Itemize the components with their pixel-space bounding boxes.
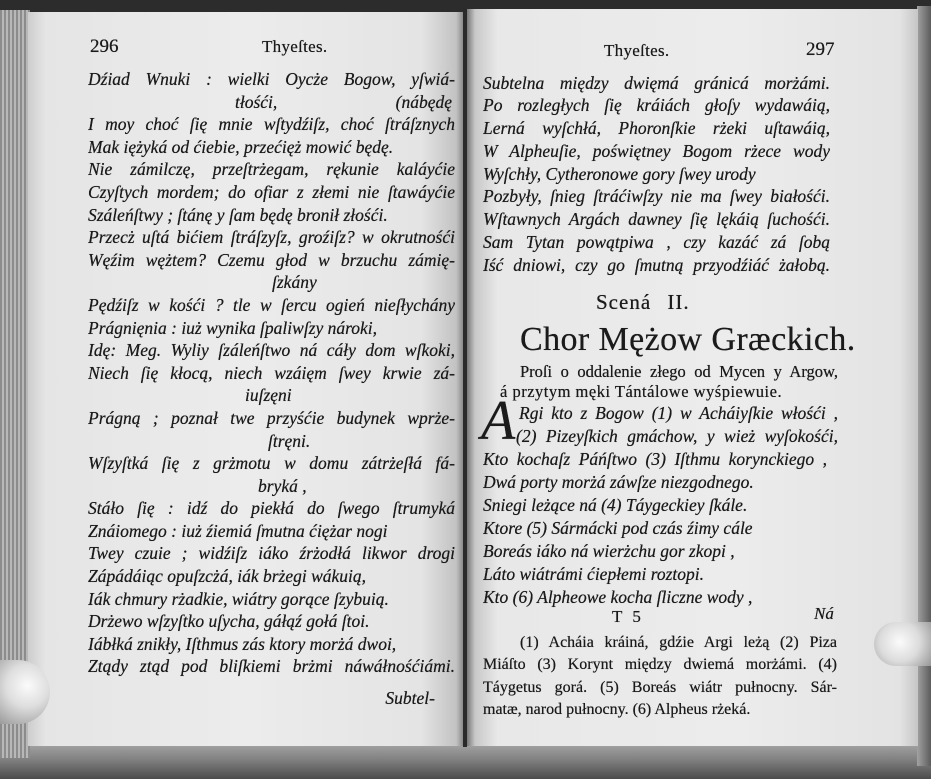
verse-line: Ztądy ztąd pod bliſkiemi brżmi náwáłnośćiámi. — [88, 656, 455, 677]
right-verse-block — [483, 72, 830, 277]
footnote-line: (1) Acháia kráiná, gdźie Argi leżą (2) Piza — [520, 634, 837, 651]
verse-line-continuation: ſtręni. — [268, 430, 311, 451]
verse-line: Czyſtych mordem; do ofiar z złemi nie ſtawáyćie — [88, 181, 455, 202]
chorus-title: Chor Mężow Græckich. — [520, 321, 856, 358]
verse-line-continuation: iuſzęni — [245, 385, 292, 406]
verse-line: Wſtawnych Argách dawney ſię lękáią ſuchośći. — [483, 209, 830, 230]
signature-mark: T 5 — [612, 607, 641, 626]
verse-line: Boreás iáko ná wierżchu gor zkopi , — [483, 540, 735, 561]
page-number-left: 296 — [90, 36, 119, 57]
verse-line: Nie zámilczę, przeſtrżegam, rękunie kaláyćie — [88, 159, 455, 180]
verse-line: Wſzyſtká ſię z grżmotu w domu zátrżeſłá fá- — [88, 453, 455, 474]
footnote-line: Táygetus gorá. (5) Boreás wiátr pułnocny. Sár- — [483, 678, 837, 696]
verse-line: Pędźiſz w kośći ? tle w ſercu ogień nieſłychány — [88, 294, 455, 315]
verse-line: Stáło ſię : idź do piekłá do ſwego ſtrumyká — [88, 498, 455, 519]
verse-line: Po rozległych ſię kráiách głoſy wydawáią, — [483, 95, 830, 116]
verse-line: W Alpheuſie, poświętney Bogom rżece wody — [483, 140, 830, 161]
verse-line — [88, 91, 455, 114]
verse-line: Sniegi leżące ná (4) Táygeckiey ſkále. — [483, 494, 748, 515]
verse-line: Niech ſię kłocą, niech wzáięm ſwey krwie zá- — [88, 362, 455, 383]
verse-fragment: tłośći, — [235, 91, 278, 112]
verse-line: Twey czuie ; widźiſz iáko źrżodłá likwor drogi — [88, 543, 455, 564]
verse-line: Dźiad Wnuki : wielki Oycże Bogow, yſwiá- — [88, 69, 455, 89]
catchword-left: Subtel- — [385, 688, 435, 709]
verse-fragment: (nábędę — [395, 91, 452, 112]
verse-line: Száleńſtwy ; ſtánę y ſam będę bronił złośći. — [88, 204, 388, 225]
book-gutter — [463, 9, 467, 747]
verse-line: Wyſchły, Cytheronowe gory ſwey urody — [483, 163, 756, 184]
verse-line: Idę: Meg. Wyliy ſzáleńſtwo ná cáły dom wſkoki, — [88, 340, 455, 361]
scene-argument — [500, 362, 838, 402]
verse-line: Mak iężyká od ćiebie, przećięż mowić będę. — [88, 136, 394, 157]
running-title-left: Thyeſtes. — [262, 37, 328, 56]
verse-line-continuation: bryká , — [258, 475, 307, 496]
verse-line: Subtelna między dwięmá gránicá morżámi. — [483, 72, 830, 93]
argument-line: Proſi o oddalenie złego od Mycen y Argow, — [520, 362, 838, 381]
book-page-stack-left — [0, 10, 30, 758]
verse-line: Kto (6) Alpheowe kocha ſliczne wody , — [483, 586, 753, 607]
verse-line: Láto wiátrámi ćiepłemi roztopi. — [483, 563, 705, 584]
verse-line: Dwá porty morżá záwſze niezgodnego. — [483, 471, 754, 492]
verse-line: Prágnięnia : iuż wynika ſpaliwſzy nároki, — [88, 317, 378, 338]
book-bottom-edge — [0, 744, 931, 779]
verse-line: I moy choć ſię mnie wſtydźiſz, choć ſtráſznych — [88, 114, 455, 135]
page-number-right: 297 — [806, 39, 835, 60]
verse-line: Rgi kto z Bogow (1) w Acháiyſkie włośći , — [519, 402, 838, 423]
footnote-line: matæ, narod pułnocny. (6) Alpheus rżeká. — [483, 700, 751, 718]
book-clip-right — [874, 622, 931, 666]
verse-line: Przecż uſtá bićiem ſtráſzyſz, groźiſz? w okrutnośći — [88, 227, 455, 248]
verse-line: Iść dniowi, czy go ſmutną przyodźiáć żałobą. — [483, 254, 830, 275]
chorus-stanza — [483, 402, 838, 609]
verse-line: Kto kochaſz Páńſtwo (3) Iſthmu korynckiego , — [483, 448, 827, 469]
verse-line: Pozbyły, ſnieg ſtráćiwſzy nie ma ſwey białośći. — [483, 186, 830, 207]
argument-line: á przytym męki Tántálowe wyśpiewuie. — [500, 382, 783, 401]
catchword-right: Ná — [814, 604, 834, 623]
left-text-block — [88, 68, 455, 710]
verse-line: Ktore (5) Sármácki pod czás źimy cále — [483, 517, 753, 538]
verse-line: Sam Tytan powątpiwa , czy kazáć zá ſobą — [483, 231, 830, 252]
verse-line: Drżewo wſzyſtko uſycha, gáłąź gołá ſtoi. — [88, 611, 370, 632]
verse-line: Iák chmury rżadkie, wiátry gorące ſzybuią. — [88, 588, 389, 609]
footnotes — [483, 632, 837, 721]
verse-line: (2) Pizeyſkich gmáchow, y wież wyſokośći, — [516, 425, 838, 446]
verse-line: Węźim wężtem? Czemu głod w brzuchu zámię- — [88, 249, 455, 270]
verse-line: Znáiomego : iuż źiemiá ſmutna ćiężar nogi — [88, 520, 388, 541]
drop-cap: A — [481, 390, 516, 452]
verse-line: Iábłká znikły, Iſthmus zás ktory morżá dwoi, — [88, 633, 397, 654]
verse-line: Prágną ; poznał twe przyśćie budynek wprże- — [88, 407, 455, 428]
verse-line-continuation: ſzkány — [272, 272, 317, 293]
verse-line: Zápádáiąc opuſzcżá, iák brżegi wákuią, — [88, 566, 367, 587]
verse-line: Lerná wyſchłá, Phoronſkie rżeki uſtawáią, — [483, 118, 830, 139]
running-title-right: Thyeſtes. — [604, 41, 670, 60]
footnote-line: Miáſto (3) Korynt między dwiemá morżámi. (4) — [483, 656, 837, 674]
scene-heading: Scená II. — [596, 290, 690, 314]
